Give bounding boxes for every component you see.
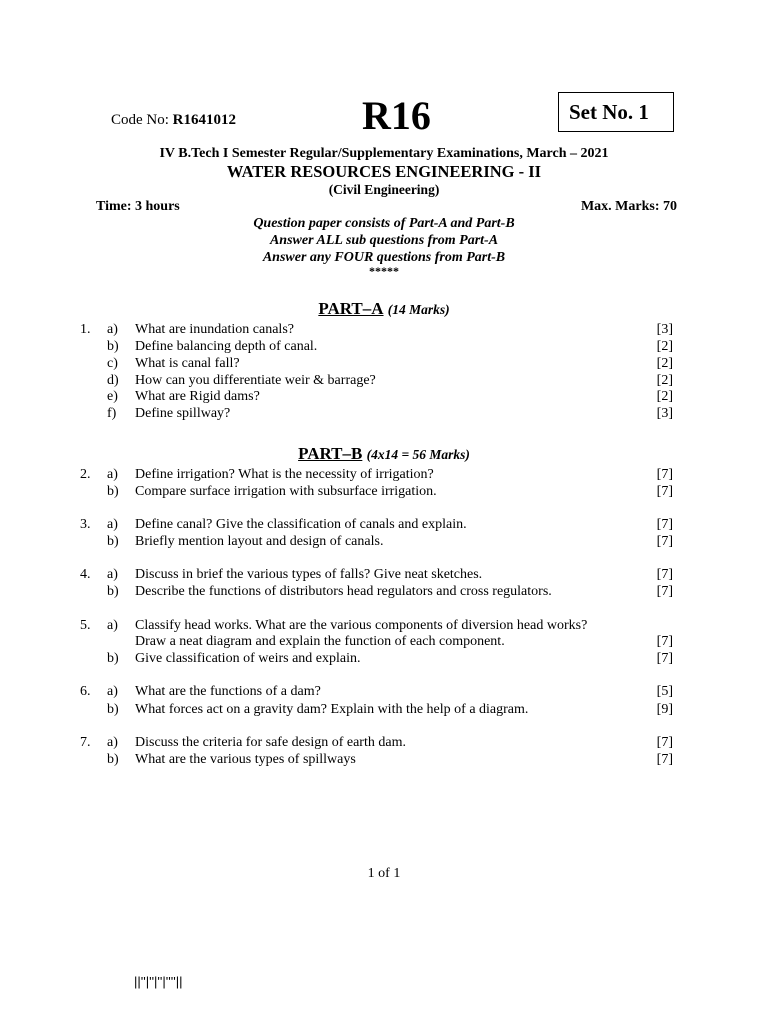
question-marks: [7] bbox=[656, 517, 673, 532]
question-row bbox=[0, 356, 768, 372]
question-row bbox=[0, 534, 768, 550]
question-row bbox=[0, 517, 768, 533]
question-row bbox=[0, 684, 768, 700]
question-row bbox=[0, 702, 768, 718]
code-number bbox=[111, 112, 236, 129]
question-text: Classify head works. What are the various components of diversion head works? bbox=[135, 618, 588, 633]
sub-question-letter: b) bbox=[107, 484, 119, 499]
sub-question-letter: c) bbox=[107, 356, 118, 371]
sub-question-letter: e) bbox=[107, 389, 118, 404]
part-a-marks: (14 Marks) bbox=[387, 302, 450, 317]
question-row bbox=[0, 618, 768, 634]
question-row bbox=[0, 467, 768, 483]
sub-question-letter: b) bbox=[107, 651, 119, 666]
sub-question-letter: a) bbox=[107, 517, 118, 532]
question-marks: [7] bbox=[656, 534, 673, 549]
question-row bbox=[0, 406, 768, 422]
question-marks: [3] bbox=[656, 322, 673, 337]
question-text: What are inundation canals? bbox=[135, 322, 294, 337]
question-marks: [2] bbox=[656, 389, 673, 404]
barcode-text: ||''|''|''|''''|| bbox=[134, 974, 183, 989]
part-b-title: PART–B bbox=[298, 444, 363, 463]
question-row bbox=[0, 373, 768, 389]
time-allowed: Time: 3 hours bbox=[96, 199, 180, 214]
question-text: Draw a neat diagram and explain the function of each component. bbox=[135, 634, 505, 649]
instruction: Answer ALL sub questions from Part-A bbox=[269, 233, 499, 248]
question-text: Briefly mention layout and design of canals. bbox=[135, 534, 384, 549]
question-marks: [2] bbox=[656, 356, 673, 371]
question-row bbox=[0, 339, 768, 355]
question-marks: [7] bbox=[656, 467, 673, 482]
part-a-heading bbox=[0, 299, 768, 319]
instruction: Question paper consists of Part-A and Part-B bbox=[253, 216, 515, 231]
question-row bbox=[0, 567, 768, 583]
part-b-heading bbox=[0, 444, 768, 464]
question-row bbox=[0, 484, 768, 500]
sub-question-letter: d) bbox=[107, 373, 119, 388]
code-label: Code No: bbox=[111, 112, 169, 128]
set-number: Set No. 1 bbox=[569, 100, 649, 124]
question-text: What is canal fall? bbox=[135, 356, 240, 371]
regulation-label: R16 bbox=[362, 93, 431, 138]
question-text: Compare surface irrigation with subsurface irrigation. bbox=[135, 484, 437, 499]
part-a-title: PART–A bbox=[318, 299, 384, 318]
subject-title: WATER RESOURCES ENGINEERING - II bbox=[226, 162, 542, 181]
question-text: What are the functions of a dam? bbox=[135, 684, 321, 699]
question-text: Define spillway? bbox=[135, 406, 231, 421]
question-number: 4. bbox=[80, 567, 91, 582]
code-value: R1641012 bbox=[172, 112, 237, 128]
question-number: 2. bbox=[80, 467, 91, 482]
question-text: Define canal? Give the classification of canals and explain. bbox=[135, 517, 467, 532]
question-text: What are Rigid dams? bbox=[135, 389, 260, 404]
question-number: 5. bbox=[80, 618, 91, 633]
instruction: Answer any FOUR questions from Part-B bbox=[262, 250, 506, 265]
question-marks: [2] bbox=[656, 339, 673, 354]
question-text: Discuss the criteria for safe design of earth dam. bbox=[135, 735, 406, 750]
question-row bbox=[0, 651, 768, 667]
question-row bbox=[0, 389, 768, 405]
question-marks: [7] bbox=[656, 584, 673, 599]
question-row bbox=[0, 322, 768, 338]
page-number: 1 of 1 bbox=[367, 866, 401, 881]
sub-question-letter: b) bbox=[107, 584, 119, 599]
question-marks: [2] bbox=[656, 373, 673, 388]
sub-question-letter: a) bbox=[107, 322, 118, 337]
question-marks: [5] bbox=[656, 684, 673, 699]
sub-question-letter: b) bbox=[107, 702, 119, 717]
question-number: 1. bbox=[80, 322, 91, 337]
question-row bbox=[0, 735, 768, 751]
sub-question-letter: a) bbox=[107, 567, 118, 582]
separator-stars: ***** bbox=[369, 264, 399, 278]
sub-question-letter: a) bbox=[107, 684, 118, 699]
question-text: Discuss in brief the various types of falls? Give neat sketches. bbox=[135, 567, 483, 582]
question-marks: [7] bbox=[656, 735, 673, 750]
sub-question-letter: f) bbox=[107, 406, 117, 421]
question-row bbox=[0, 584, 768, 600]
question-text: Give classification of weirs and explain. bbox=[135, 651, 361, 666]
question-row bbox=[0, 634, 768, 650]
question-number: 7. bbox=[80, 735, 91, 750]
sub-question-letter: a) bbox=[107, 467, 118, 482]
question-text: What are the various types of spillways bbox=[135, 752, 356, 767]
sub-question-letter: a) bbox=[107, 735, 118, 750]
sub-question-letter: b) bbox=[107, 752, 119, 767]
question-marks: [7] bbox=[656, 634, 673, 649]
sub-question-letter: b) bbox=[107, 534, 119, 549]
max-marks: Max. Marks: 70 bbox=[580, 199, 677, 214]
question-number: 6. bbox=[80, 684, 91, 699]
question-marks: [7] bbox=[656, 484, 673, 499]
question-text: Define irrigation? What is the necessity of irrigation? bbox=[135, 467, 434, 482]
question-text: Define balancing depth of canal. bbox=[135, 339, 318, 354]
sub-question-letter: a) bbox=[107, 618, 118, 633]
branch: (Civil Engineering) bbox=[328, 182, 440, 197]
question-marks: [3] bbox=[656, 406, 673, 421]
question-text: How can you differentiate weir & barrage? bbox=[135, 373, 376, 388]
exam-title: IV B.Tech I Semester Regular/Supplementary Examinations, March – 2021 bbox=[159, 146, 609, 161]
sub-question-letter: b) bbox=[107, 339, 119, 354]
part-b-marks: (4x14 = 56 Marks) bbox=[366, 447, 470, 462]
question-number: 3. bbox=[80, 517, 91, 532]
question-row bbox=[0, 752, 768, 768]
question-marks: [7] bbox=[656, 651, 673, 666]
question-marks: [7] bbox=[656, 752, 673, 767]
set-number-box bbox=[558, 92, 674, 132]
question-text: Describe the functions of distributors head regulators and cross regulators. bbox=[135, 584, 552, 599]
question-marks: [7] bbox=[656, 567, 673, 582]
question-marks: [9] bbox=[656, 702, 673, 717]
question-text: What forces act on a gravity dam? Explain with the help of a diagram. bbox=[135, 702, 529, 717]
